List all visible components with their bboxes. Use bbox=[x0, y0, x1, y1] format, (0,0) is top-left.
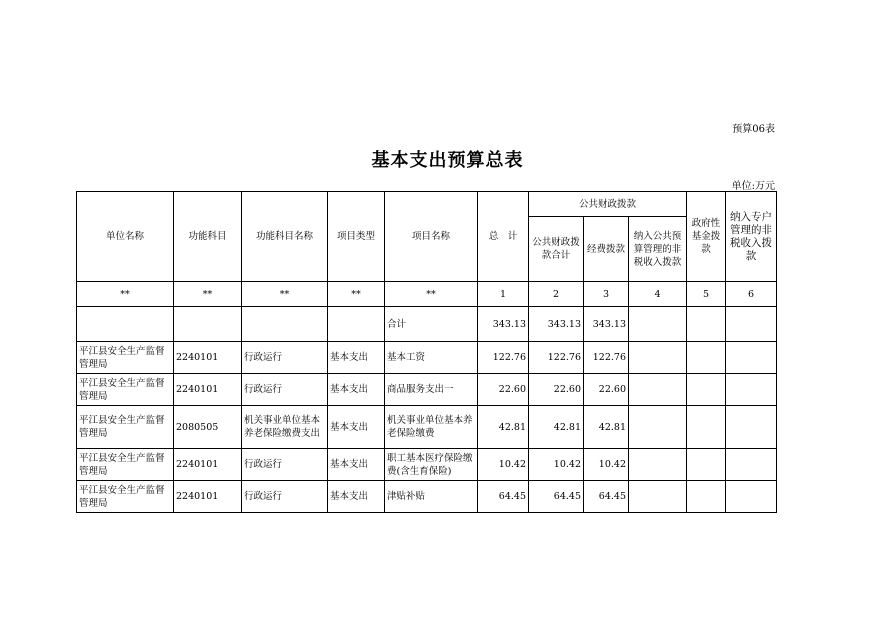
header-public-fiscal: 公共财政拨款 bbox=[529, 192, 687, 217]
budget-table bbox=[76, 191, 777, 513]
unit-label: 单位:万元 bbox=[731, 181, 775, 192]
empty-cell bbox=[726, 342, 777, 374]
func-code-cell: 2080505 bbox=[174, 406, 242, 449]
func-code-cell: 2240101 bbox=[174, 374, 242, 406]
header-operating: 经费拨款 bbox=[584, 217, 629, 282]
empty-cell bbox=[687, 342, 726, 374]
unit-name-cell: 平江县安全生产监督管理局 bbox=[77, 374, 174, 406]
empty-cell bbox=[687, 374, 726, 406]
header-func-code: 功能科目 bbox=[174, 192, 242, 282]
page-title: 基本支出预算总表 bbox=[371, 150, 524, 171]
func-code-cell: 2240101 bbox=[174, 449, 242, 481]
empty-cell bbox=[629, 481, 687, 513]
public-total-cell: 22.60 bbox=[529, 374, 584, 406]
func-name-cell: 行政运行 bbox=[242, 374, 328, 406]
empty-cell bbox=[726, 449, 777, 481]
index-cell: 4 bbox=[629, 282, 687, 307]
empty-cell bbox=[629, 342, 687, 374]
func-name-cell: 行政运行 bbox=[242, 481, 328, 513]
header-item-name: 项目名称 bbox=[385, 192, 478, 282]
index-cell: ** bbox=[385, 282, 478, 307]
index-cell: 1 bbox=[478, 282, 529, 307]
public-total-cell: 10.42 bbox=[529, 449, 584, 481]
operating-cell: 122.76 bbox=[584, 342, 629, 374]
total-public-amount: 343.13 bbox=[529, 307, 584, 342]
index-cell: 2 bbox=[529, 282, 584, 307]
operating-cell: 22.60 bbox=[584, 374, 629, 406]
total-cell: 122.76 bbox=[478, 342, 529, 374]
total-cell: 22.60 bbox=[478, 374, 529, 406]
item-type-cell: 基本支出 bbox=[328, 342, 385, 374]
index-cell: ** bbox=[77, 282, 174, 307]
total-empty-cell bbox=[174, 307, 242, 342]
item-name-cell: 商品服务支出一 bbox=[385, 374, 478, 406]
index-cell: 6 bbox=[726, 282, 777, 307]
empty-cell bbox=[629, 374, 687, 406]
func-name-cell: 机关事业单位基本养老保险缴费支出 bbox=[242, 406, 328, 449]
public-total-cell: 122.76 bbox=[529, 342, 584, 374]
header-public-fiscal-total: 公共财政拨款合计 bbox=[529, 217, 584, 282]
item-type-cell: 基本支出 bbox=[328, 481, 385, 513]
unit-name-cell: 平江县安全生产监督管理局 bbox=[77, 406, 174, 449]
func-code-cell: 2240101 bbox=[174, 342, 242, 374]
item-name-cell: 机关事业单位基本养老保险缴费 bbox=[385, 406, 478, 449]
form-number: 预算06表 bbox=[732, 124, 775, 135]
total-operating-amount: 343.13 bbox=[584, 307, 629, 342]
item-name-cell: 职工基本医疗保险缴费(含生育保险) bbox=[385, 449, 478, 481]
table-body bbox=[77, 282, 777, 513]
total-empty-cell bbox=[629, 307, 687, 342]
total-cell: 42.81 bbox=[478, 406, 529, 449]
header-total: 总 计 bbox=[478, 192, 529, 282]
index-cell: ** bbox=[174, 282, 242, 307]
func-name-cell: 行政运行 bbox=[242, 342, 328, 374]
unit-name-cell: 平江县安全生产监督管理局 bbox=[77, 449, 174, 481]
total-empty-cell bbox=[242, 307, 328, 342]
total-amount: 343.13 bbox=[478, 307, 529, 342]
table-header bbox=[77, 192, 777, 282]
public-total-cell: 42.81 bbox=[529, 406, 584, 449]
item-type-cell: 基本支出 bbox=[328, 374, 385, 406]
total-cell: 10.42 bbox=[478, 449, 529, 481]
index-row bbox=[77, 282, 777, 307]
total-empty-cell bbox=[328, 307, 385, 342]
empty-cell bbox=[687, 481, 726, 513]
header-non-tax-public: 纳入公共预算管理的非税收入拨款 bbox=[629, 217, 687, 282]
total-row bbox=[77, 307, 777, 342]
header-non-tax-special: 纳入专户管理的非税收入拨款 bbox=[726, 192, 777, 282]
header-func-name: 功能科目名称 bbox=[242, 192, 328, 282]
func-code-cell: 2240101 bbox=[174, 481, 242, 513]
total-label: 合计 bbox=[385, 307, 478, 342]
operating-cell: 10.42 bbox=[584, 449, 629, 481]
table-row bbox=[77, 481, 777, 513]
operating-cell: 42.81 bbox=[584, 406, 629, 449]
empty-cell bbox=[726, 481, 777, 513]
item-name-cell: 津贴补贴 bbox=[385, 481, 478, 513]
table-row bbox=[77, 374, 777, 406]
total-empty-cell bbox=[77, 307, 174, 342]
index-cell: ** bbox=[328, 282, 385, 307]
table-row bbox=[77, 342, 777, 374]
total-cell: 64.45 bbox=[478, 481, 529, 513]
index-cell: 5 bbox=[687, 282, 726, 307]
table-row bbox=[77, 406, 777, 449]
empty-cell bbox=[726, 374, 777, 406]
empty-cell bbox=[687, 406, 726, 449]
table-row bbox=[77, 449, 777, 481]
total-empty-cell bbox=[726, 307, 777, 342]
empty-cell bbox=[629, 406, 687, 449]
public-total-cell: 64.45 bbox=[529, 481, 584, 513]
index-cell: 3 bbox=[584, 282, 629, 307]
empty-cell bbox=[726, 406, 777, 449]
item-name-cell: 基本工资 bbox=[385, 342, 478, 374]
operating-cell: 64.45 bbox=[584, 481, 629, 513]
header-item-type: 项目类型 bbox=[328, 192, 385, 282]
unit-name-cell: 平江县安全生产监督管理局 bbox=[77, 481, 174, 513]
item-type-cell: 基本支出 bbox=[328, 449, 385, 481]
empty-cell bbox=[687, 449, 726, 481]
empty-cell bbox=[629, 449, 687, 481]
unit-name-cell: 平江县安全生产监督管理局 bbox=[77, 342, 174, 374]
header-gov-fund: 政府性基金拨款 bbox=[687, 192, 726, 282]
func-name-cell: 行政运行 bbox=[242, 449, 328, 481]
index-cell: ** bbox=[242, 282, 328, 307]
item-type-cell: 基本支出 bbox=[328, 406, 385, 449]
total-empty-cell bbox=[687, 307, 726, 342]
header-unit-name: 单位名称 bbox=[77, 192, 174, 282]
